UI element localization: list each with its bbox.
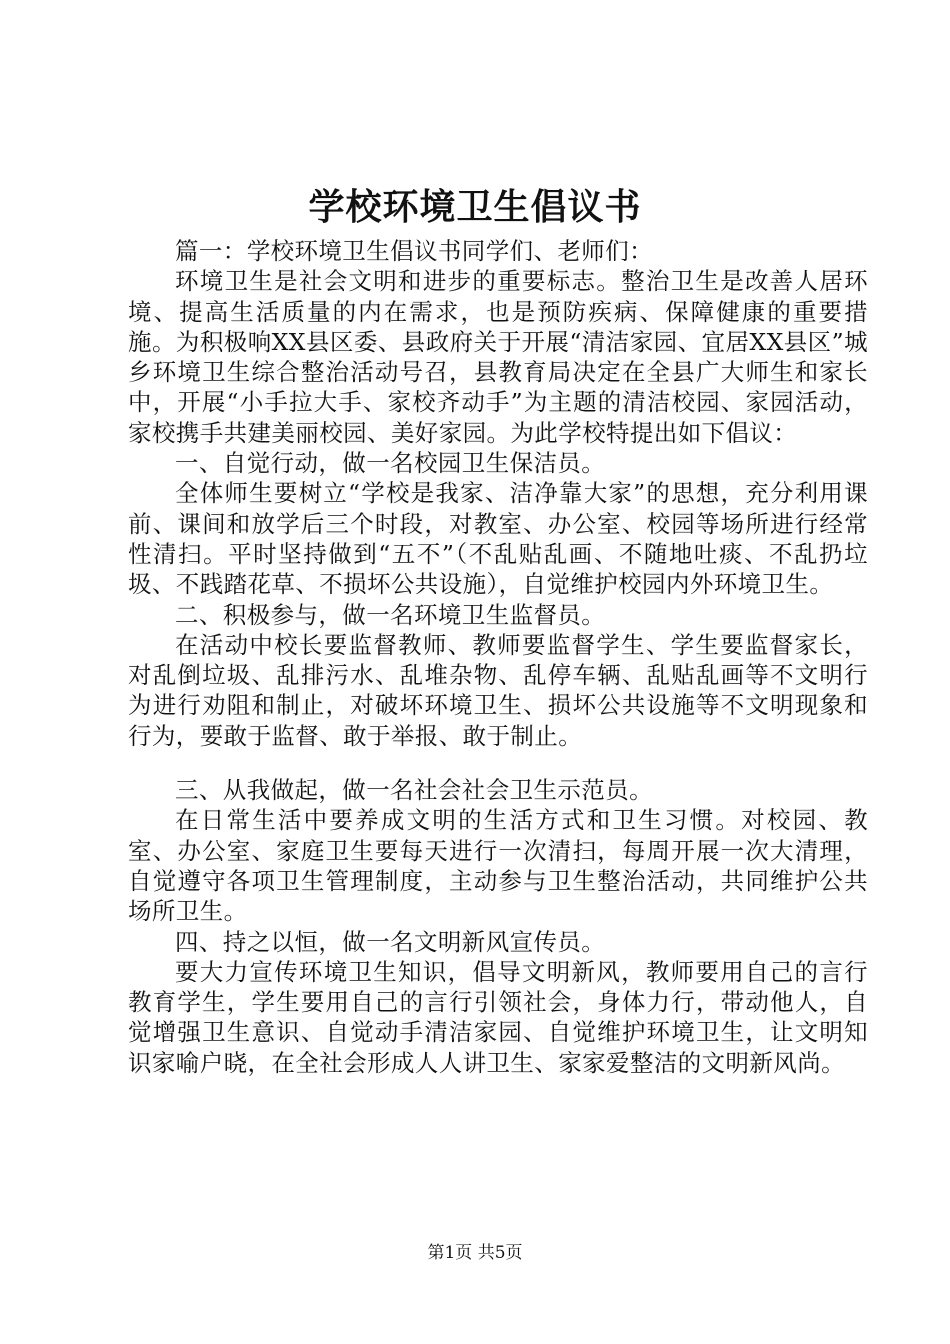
heading-item-2: 二、积极参与，做一名环境卫生监督员。 [175,600,606,629]
document-title: 学校环境卫生倡议书 [308,186,642,228]
page-number-footer: 第1页 共5页 [427,1243,523,1263]
paragraph-background: 环境卫生是社会文明和进步的重要标志。整治卫生是改善人居环境、提高生活质量的内在需求，也是预防疾病、保障健康的重要措施。为积极响XX县区委、县政府关于开展“清洁家园、宜居XX县区”城乡环境卫生综合整治活动号召，县教育局决定在全县广大师生和家长中，开展“小手拉大手、家校齐动手”为主题的清洁校园、家园活动，家校携手共建美丽校园、美好家园。为此学校特提出如下倡议： [128,267,868,447]
heading-item-4: 四、持之以恒，做一名文明新风宣传员。 [175,927,606,956]
paragraph-item-4: 要大力宣传环境卫生知识，倡导文明新风，教师要用自己的言行教育学生，学生要用自己的言行引领社会，身体力行，带动他人，自觉增强卫生意识、自觉动手清洁家园、自觉维护环境卫生，让文明知识家喻户晓，在全社会形成人人讲卫生、家家爱整洁的文明新风尚。 [128,957,868,1077]
paragraph-item-1: 全体师生要树立“学校是我家、洁净靠大家”的思想，充分利用课前、课间和放学后三个时段，对教室、办公室、校园等场所进行经常性清扫。平时坚持做到“五不”（不乱贴乱画、不随地吐痰、不乱扔垃圾、不践踏花草、不损坏公共设施），自觉维护校园内外环境卫生。 [128,479,868,599]
paragraph-item-3: 在日常生活中要养成文明的生活方式和卫生习惯。对校园、教室、办公室、家庭卫生要每天进行一次清扫，每周开展一次大清理，自觉遵守各项卫生管理制度，主动参与卫生整治活动，共同维护公共场所卫生。 [128,806,868,926]
paragraph-intro: 篇一：学校环境卫生倡议书同学们、老师们： [175,237,653,265]
heading-item-1: 一、自觉行动，做一名校园卫生保洁员。 [175,449,606,478]
document-body [128,236,868,1078]
heading-item-3: 三、从我做起，做一名社会社会卫生示范员。 [175,776,653,805]
paragraph-gap [128,751,868,775]
paragraph-item-2: 在活动中校长要监督教师、教师要监督学生、学生要监督家长，对乱倒垃圾、乱排污水、乱堆杂物、乱停车辆、乱贴乱画等不文明行为进行劝阻和制止，对破坏环境卫生、损坏公共设施等不文明现象和行为，要敢于监督、敢于举报、敢于制止。 [128,630,868,750]
